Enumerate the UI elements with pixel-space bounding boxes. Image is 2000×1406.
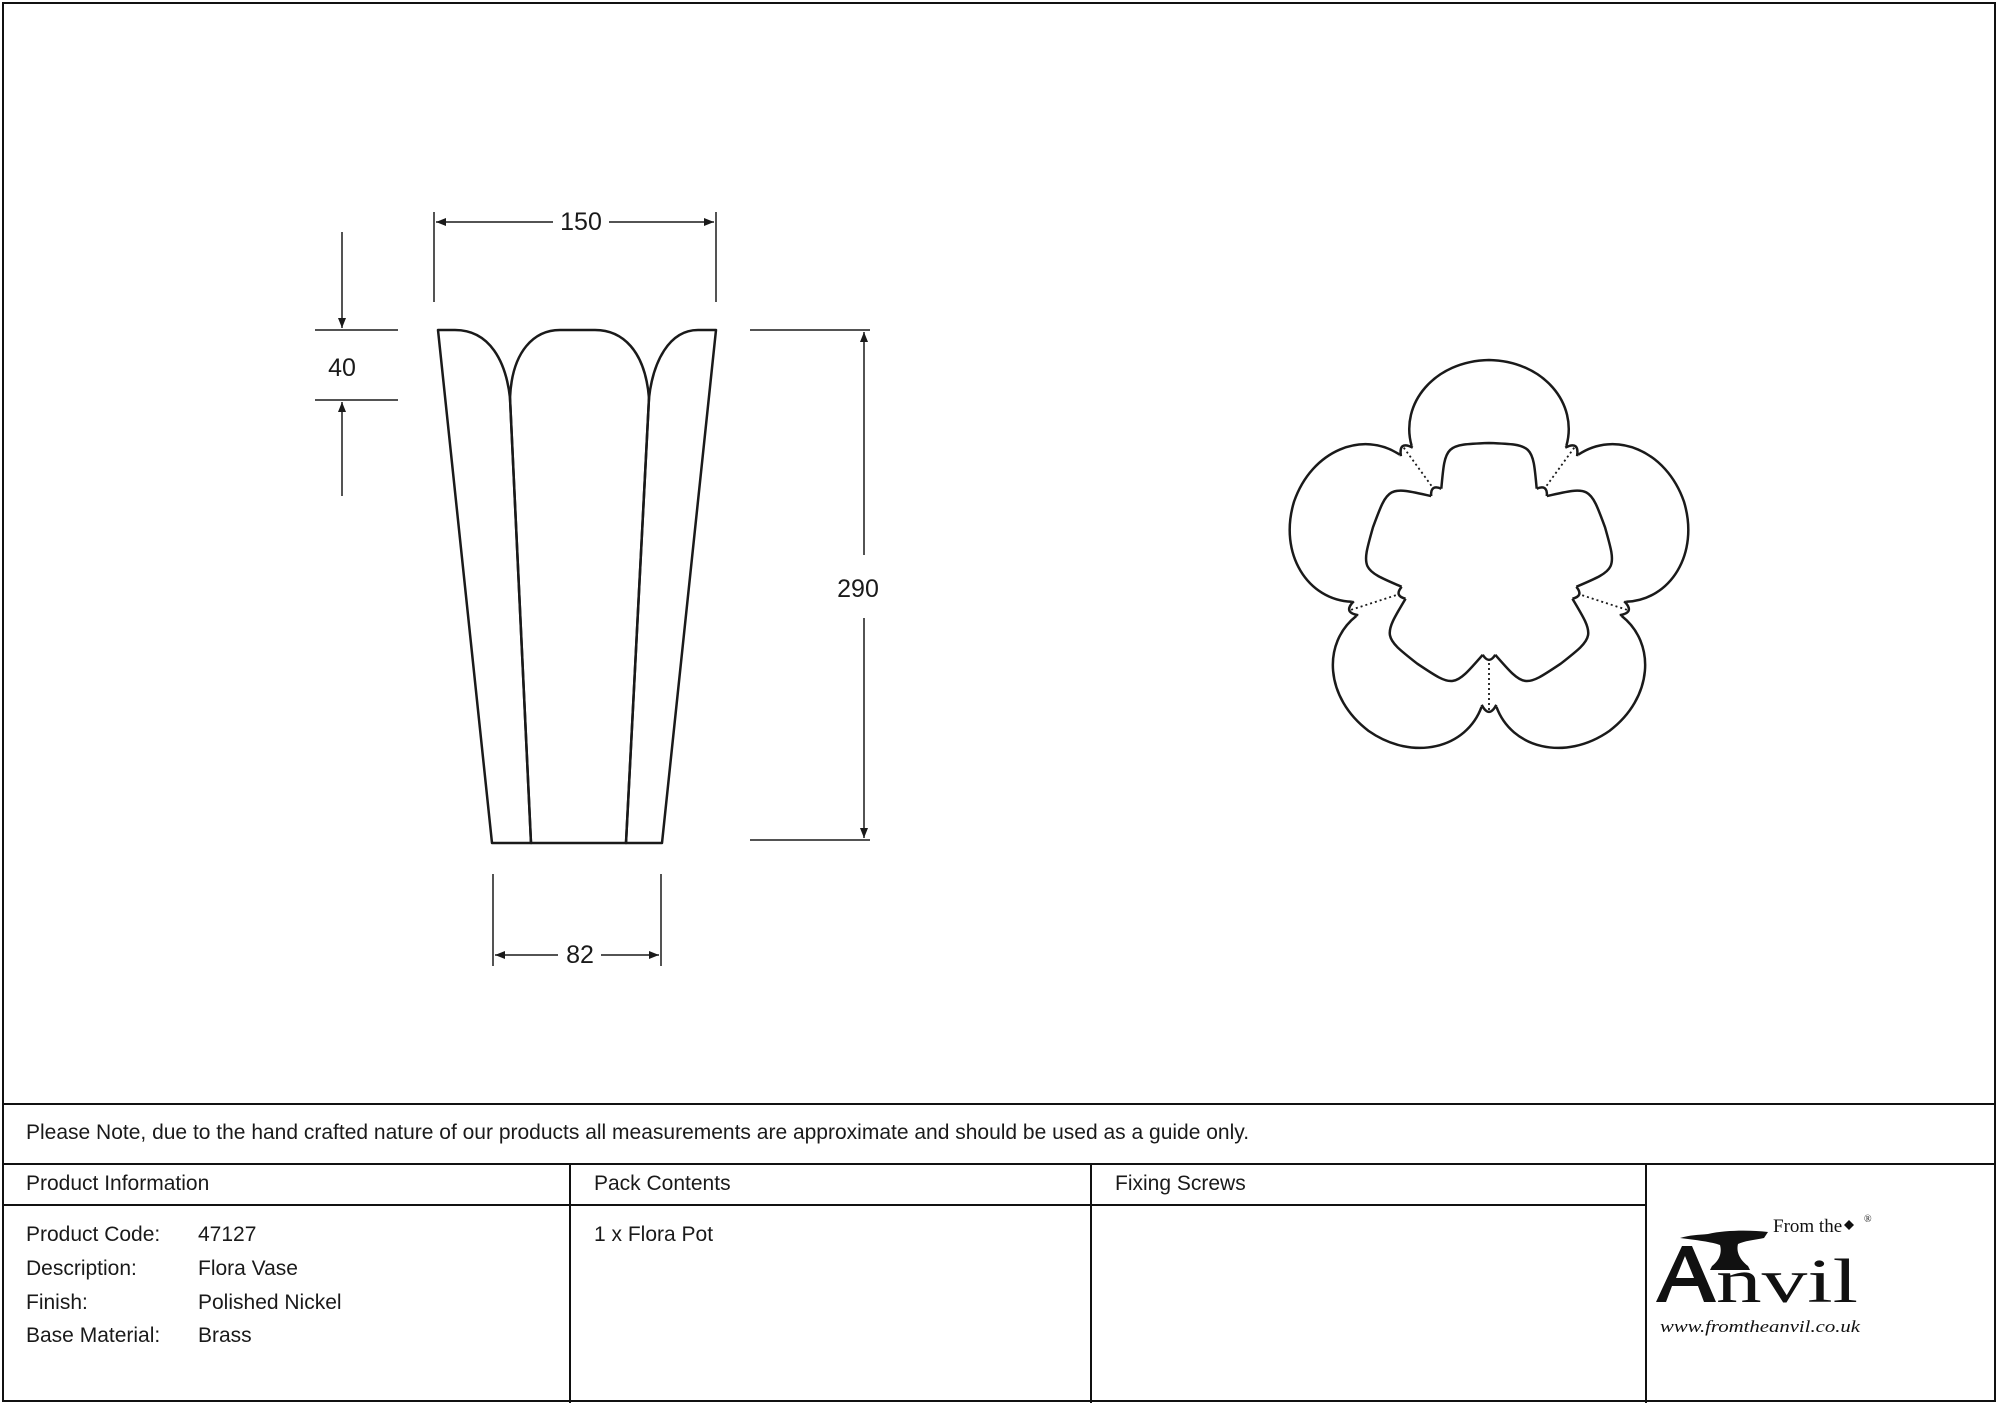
plan-outer-petal (1333, 616, 1482, 748)
fixing-screws-header: Fixing Screws (1115, 1172, 1246, 1195)
pack-contents-item: 1 x Flora Pot (594, 1223, 714, 1246)
plan-outer-petal (1496, 616, 1645, 748)
dimension-petal-height-label: 40 (328, 354, 356, 382)
plan-inner-lobe (1366, 491, 1431, 587)
plan-lobe-cusp (1431, 487, 1441, 496)
vase-plan-view (1290, 360, 1689, 748)
logo-from-the: From the (1773, 1216, 1843, 1237)
plan-seam-line (1582, 595, 1630, 610)
description-value: Flora Vase (198, 1257, 298, 1280)
column-divider-1 (569, 1163, 571, 1403)
header-bottom-rule (2, 1204, 1646, 1206)
plan-inner-lobe (1390, 599, 1483, 681)
pack-contents-header: Pack Contents (594, 1172, 731, 1195)
from-the-anvil-logo (1646, 1208, 1946, 1338)
finish-label: Finish: (26, 1291, 88, 1314)
description-label: Description: (26, 1257, 137, 1280)
measurement-note: Please Note, due to the hand crafted nature of our products all measurements are approximate and should be used as a guide only. (26, 1121, 1250, 1144)
logo-letter-a (1656, 1246, 1716, 1302)
plan-inner-lobe (1495, 599, 1588, 681)
product-code-value: 47127 (198, 1223, 257, 1246)
plan-petal-notch (1565, 445, 1577, 456)
dimension-base-width-label: 82 (566, 941, 594, 969)
plan-seam-line (1547, 445, 1576, 485)
plan-inner-lobe (1441, 443, 1536, 489)
plan-lobe-cusp (1483, 655, 1496, 660)
plan-lobe-cusp (1537, 487, 1547, 496)
product-information-header: Product Information (26, 1172, 210, 1195)
plan-inner-lobe (1547, 491, 1612, 587)
logo-brand: nvil (1716, 1248, 1858, 1316)
plan-seam-line (1348, 595, 1396, 610)
plan-lobe-cusp (1572, 587, 1579, 599)
column-divider-2 (1090, 1163, 1092, 1403)
dimension-top-width-label: 150 (560, 208, 602, 236)
plan-seam-line (1402, 445, 1431, 485)
note-bottom-rule (2, 1163, 1996, 1165)
dimension-overall-height-label: 290 (837, 575, 879, 603)
vase-center-petal (510, 330, 649, 843)
plan-petal-notch (1401, 445, 1413, 456)
finish-value: Polished Nickel (198, 1291, 342, 1314)
product-code-label: Product Code: (26, 1223, 161, 1246)
plan-outer-petal (1409, 360, 1568, 446)
vase-side-view (438, 330, 716, 843)
diamond-icon (1844, 1220, 1854, 1230)
base-material-label: Base Material: (26, 1324, 161, 1347)
logo-registered-mark: ® (1864, 1214, 1872, 1225)
vase-right-petal (626, 330, 716, 843)
base-material-value: Brass (198, 1324, 252, 1347)
vase-left-petal (438, 330, 531, 843)
logo-url: www.fromtheanvil.co.uk (1660, 1317, 1861, 1336)
plan-lobe-cusp (1399, 587, 1406, 599)
footer-top-rule (2, 1103, 1996, 1105)
